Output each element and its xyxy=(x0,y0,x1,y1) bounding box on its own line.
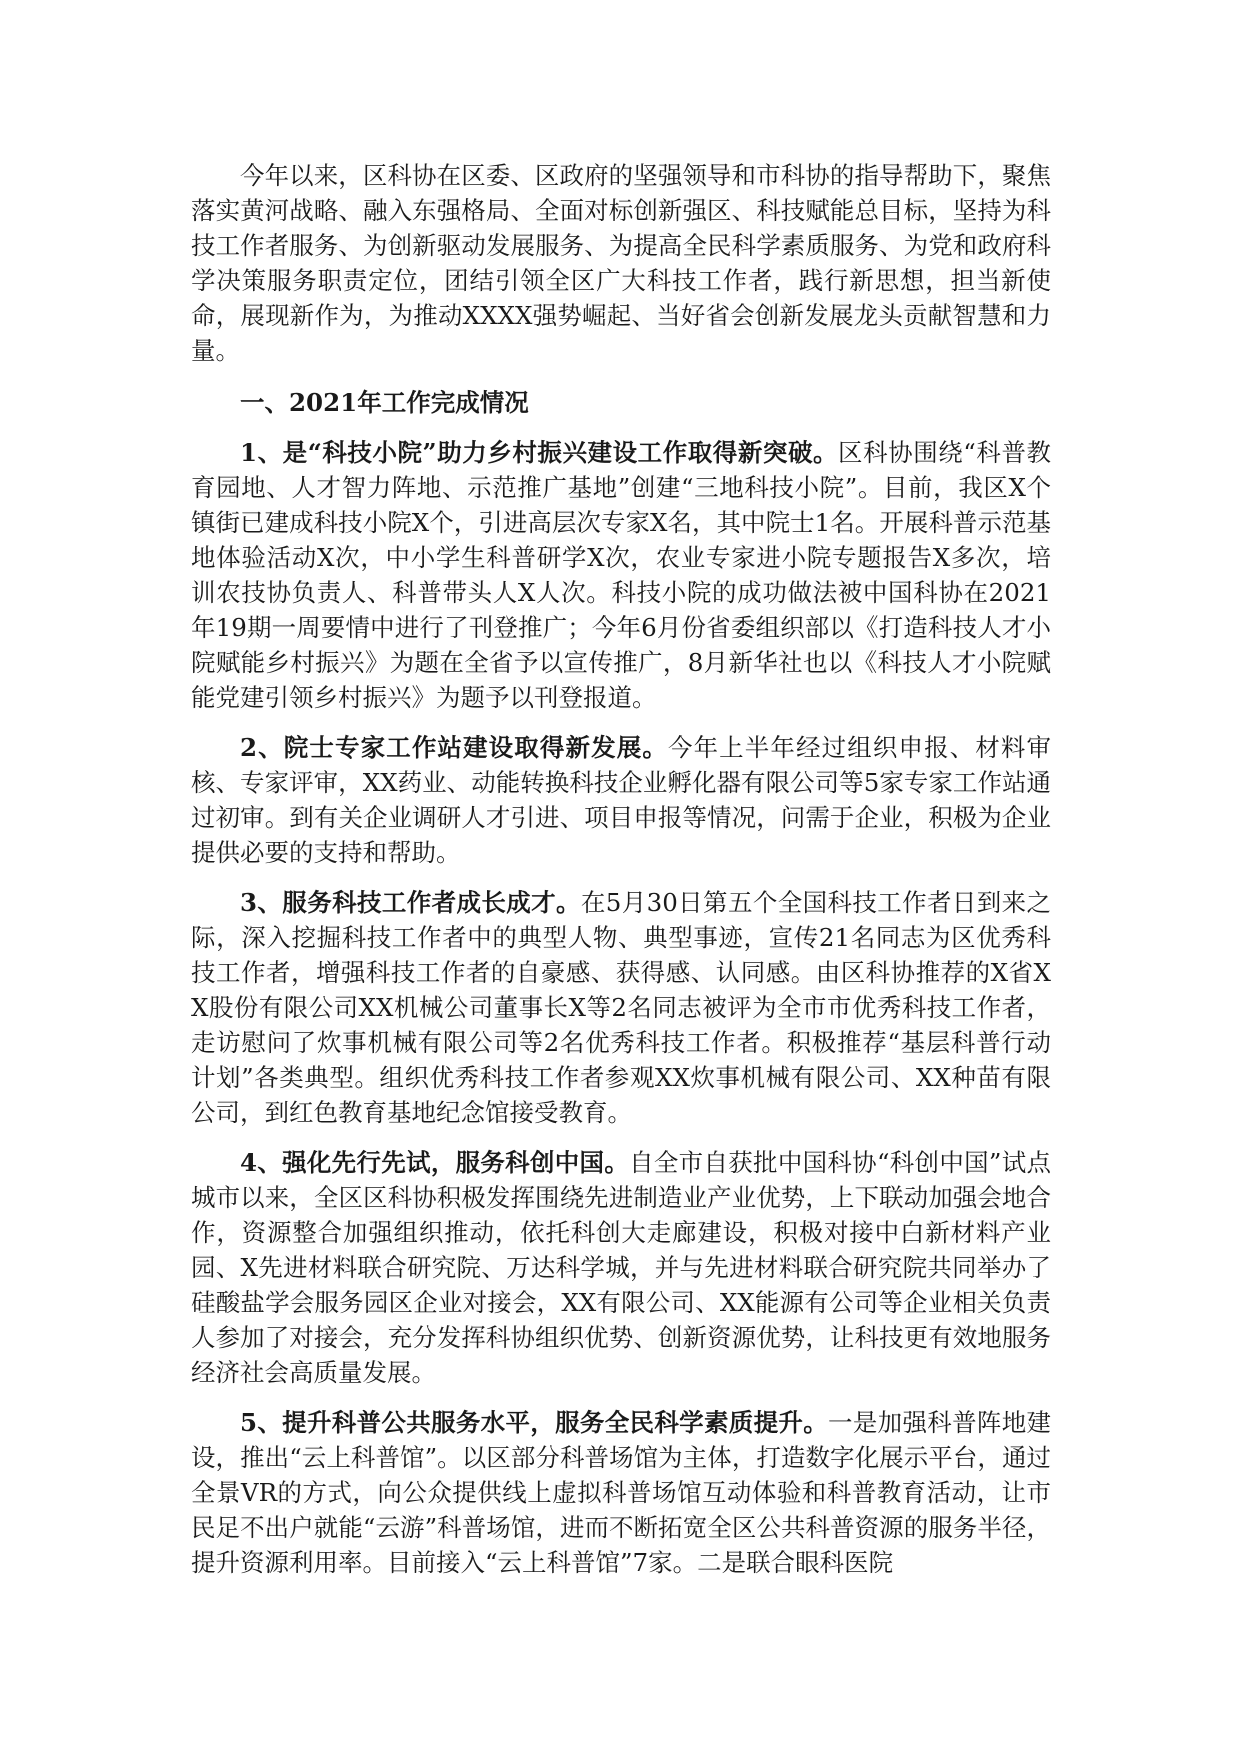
item-paragraph-3 xyxy=(191,885,1051,1130)
document-body xyxy=(191,158,1051,1580)
item-lead-2: 2、院士专家工作站建设取得新发展。 xyxy=(240,733,668,762)
item-lead-1: 1、是“科技小院”助力乡村振兴建设工作取得新突破。 xyxy=(240,438,839,467)
item-lead-5: 5、提升科普公共服务水平，服务全民科学素质提升。 xyxy=(240,1408,829,1437)
item-paragraph-4 xyxy=(191,1145,1051,1390)
item-paragraph-5 xyxy=(191,1405,1051,1580)
item-text-1: 区科协围绕“科普教育园地、人才智力阵地、示范推广基地”创建“三地科技小院”。目前，我区X个镇街已建成科技小院X个，引进高层次专家X名，其中院士1名。开展科普示范基地体验活动X次，中小学生科普研学X次，农业专家进小院专题报告X多次，培训农技协负责人、科普带头人X人次。科技小院的成功做法被中国科协在2021年19期一周要情中进行了刊登推广；今年6月份省委组织部以《打造科技人才小院赋能乡村振兴》为题在全省予以宣传推广，8月新华社也以《科技人才小院赋能党建引领乡村振兴》为题予以刊登报道。 xyxy=(191,438,1051,712)
item-paragraph-1 xyxy=(191,435,1051,715)
item-text-4: 自全市自获批中国科协“科创中国”试点城市以来，全区区科协积极发挥围绕先进制造业产业优势，上下联动加强会地合作，资源整合加强组织推动，依托科创大走廊建设，积极对接中白新材料产业园、X先进材料联合研究院、万达科学城，并与先进材料联合研究院共同举办了硅酸盐学会服务园区企业对接会，XX有限公司、XX能源有公司等企业相关负责人参加了对接会，充分发挥科协组织优势、创新资源优势，让科技更有效地服务经济社会高质量发展。 xyxy=(191,1148,1051,1387)
item-paragraph-2 xyxy=(191,730,1051,870)
item-text-3: 在5月30日第五个全国科技工作者日到来之际，深入挖掘科技工作者中的典型人物、典型事迹，宣传21名同志为区优秀科技工作者，增强科技工作者的自豪感、获得感、认同感。由区科协推荐的X省XX股份有限公司XX机械公司董事长X等2名同志被评为全市市优秀科技工作者，走访慰问了炊事机械有限公司等2名优秀科技工作者。积极推荐“基层科普行动计划”各类典型。组织优秀科技工作者参观XX炊事机械有限公司、XX种苗有限公司，到红色教育基地纪念馆接受教育。 xyxy=(191,888,1052,1127)
item-text-2: 今年上半年经过组织申报、材料审核、专家评审，XX药业、动能转换科技企业孵化器有限公司等5家专家工作站通过初审。到有关企业调研人才引进、项目申报等情况，问需于企业，积极为企业提供必要的支持和帮助。 xyxy=(191,733,1052,867)
section-heading: 一、2021年工作完成情况 xyxy=(240,388,529,417)
item-lead-3: 3、服务科技工作者成长成才。 xyxy=(240,888,581,917)
item-text-5: 一是加强科普阵地建设，推出“云上科普馆”。以区部分科普场馆为主体，打造数字化展示平台，通过全景VR的方式，向公众提供线上虚拟科普场馆互动体验和科普教育活动，让市民足不出户就能“云游”科普场馆，进而不断拓宽全区公共科普资源的服务半径，提升资源利用率。目前接入“云上科普馆”7家。二是联合眼科医院 xyxy=(191,1408,1052,1577)
intro-paragraph: 今年以来，区科协在区委、区政府的坚强领导和市科协的指导帮助下，聚焦落实黄河战略、融入东强格局、全面对标创新强区、科技赋能总目标，坚持为科技工作者服务、为创新驱动发展服务、为提高全民科学素质服务、为党和政府科学决策服务职责定位，团结引领全区广大科技工作者，践行新思想，担当新使命，展现新作为，为推动XXXX强势崛起、当好省会创新发展龙头贡献智慧和力量。 xyxy=(191,161,1051,365)
item-lead-4: 4、强化先行先试，服务科创中国。 xyxy=(240,1148,630,1177)
